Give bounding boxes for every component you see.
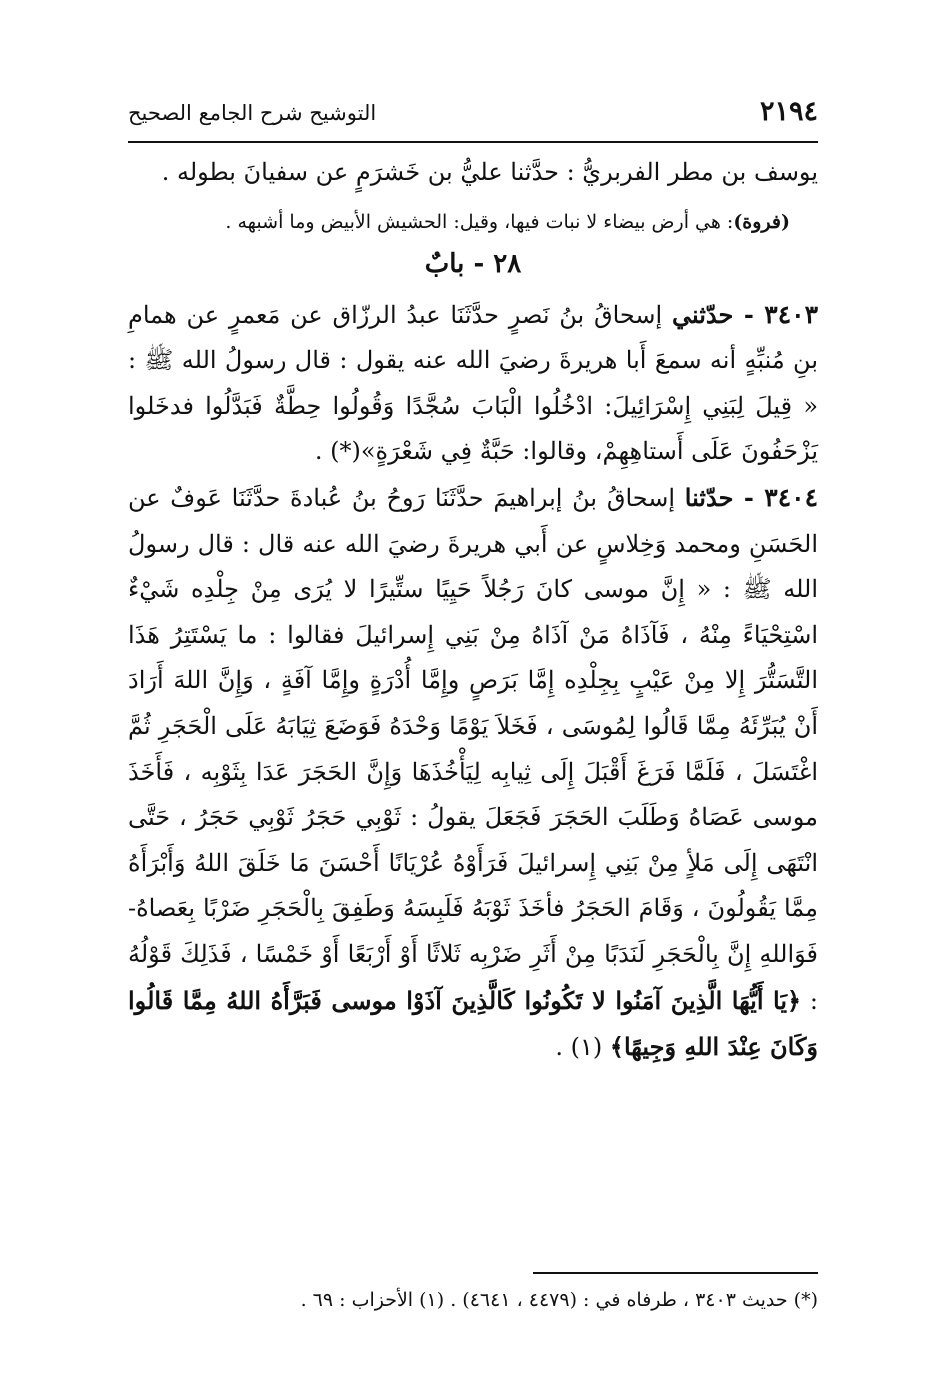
- continuation-paragraph: يوسف بن مطر الفربريُّ : حدَّثنا عليُّ بن خَشرَمٍ عن سفيانَ بطوله .: [161, 158, 818, 186]
- running-header: [128, 96, 818, 136]
- chapter-heading: ٢٨ - بابٌ: [424, 248, 522, 279]
- hadith-text: إسحاقُ بنُ نَصرٍ حدَّثَنَا عبدُ الرزّاق عن مَعمرٍ عن همامِ بنِ مُنبِّهٍ أنه سمعَ أَبا هريرةَ رضيَ الله عنه يقول : قال رسولُ الله ﷺ : « قِيلَ لِبَنِي إِسْرَائِيلَ: ادْخُلُوا الْبَابَ سُجَّدًا وَقُولُوا حِطَّةٌ فَبَدَّلُوا فدخَلوا يَزْحَفُونَ عَلَى أَستاهِهِمْ، وقالوا: حَبَّةٌ فِي شَعْرَةٍ»(*) .: [128, 300, 818, 466]
- book-title: التوشيح شرح الجامع الصحيح: [128, 101, 377, 125]
- gloss-note: [128, 208, 790, 236]
- hadith-3403: [128, 292, 818, 475]
- verse-footnote-ref: (١) .: [555, 1033, 610, 1062]
- header-rule: [128, 141, 818, 143]
- gloss-definition: : هي أرض بيضاء لا نبات فيها، وقيل: الحشيش الأبيض وما أشبهه .: [225, 210, 734, 233]
- hadith-lead: - حدّثني: [671, 299, 765, 329]
- page-body: [128, 150, 818, 1071]
- hadith-text: إسحاقُ بنُ إبراهيمَ حدَّثَنَا رَوحُ بنُ عُبادةَ حدَّثَنَا عَوفٌ عن الحَسَنِ ومحمد وَخِلاسٍ عن أَبي هريرةَ رضيَ الله عنه قال : قال رسولُ الله ﷺ : « إِنَّ موسى كانَ رَجُلاً حَيِيًا ستِّيرًا لا يُرَى مِنْ جِلْدِه شَيْءٌ اسْتِحْيَاءً مِنْهُ ، فَآذَاهُ مَنْ آذَاهُ مِنْ بَنِي إِسرائيلَ فقالوا : ما يَسْتَتِرُ هَذَا التَّسَتُّرَ إِلا مِنْ عَيْبٍ بِجِلْدِه إِمَّا بَرَصٍ وإِمَّا أُدْرَةٍ وإِمَّا آفَةٍ ، وَإِنَّ اللهَ أَرَادَ أَنْ يُبَرِّئَهُ مِمَّا قَالُوا لِمُوسَى ، فَخَلاَ يَوْمًا وَحْدَهُ فَوَضَعَ ثِيَابَهُ عَلَى الْحَجَرِ ثُمَّ اغْتَسَلَ ، فَلَمَّا فَرَغَ أَقْبَلَ إِلَى ثِيابِه لِيَأْخُذَهَا وَإِنَّ الحَجَرَ عَدَا بِثَوْبِه ، فَأَخَذَ موسى عَصَاهُ وَطَلَبَ الحَجَرَ فَجَعَلَ يقولُ : ثَوْبِي حَجَرُ ثَوْبِي حَجَرُ ، حَتَّى انْتَهَى إِلَى مَلأٍ مِنْ بَنِي إِسرائيلَ فَرَأَوْهُ عُرْيَانًا أَحْسَنَ مَا خَلَقَ اللهُ وَأَبْرَأَهُ مِمَّا يَقُولُونَ ، وَقَامَ الحَجَرُ فأخَذَ ثَوْبَهُ فَلَبِسَهُ وَطَفِقَ بِالْحَجَرِ ضَرْبًا بِعَصاهُ- فَوَاللهِ إِنَّ بِالْحَجَرِ لَنَدَبًا مِنْ أَثَرِ ضَرْبِه ثَلاثًا أَوْ أَرْبَعًا أَوْ خَمْسًا ، فَذَلِكَ قَوْلُهُ :: [128, 483, 819, 1015]
- quran-verse: ﴿يَا أَيُّهَا الَّذِينَ آمَنُوا لا تَكُونُوا كَالَّذِينَ آذَوْا موسى فَبَرَّأَهُ اللهُ مِمَّا قَالُوا وَكَانَ عِنْدَ اللهِ وَجِيهًا﴾: [128, 985, 818, 1062]
- hadith-number: ٣٤٠٤: [764, 482, 818, 512]
- hadith-number: ٣٤٠٣: [764, 299, 819, 329]
- footnote-rule: [533, 1272, 818, 1274]
- hadith-3404: [128, 475, 818, 1071]
- footnotes: (*) حديث ٣٤٠٣ ، طرفاه في : (٤٤٧٩ ، ٤٦٤١) . (١) الأحزاب : ٦٩ .: [300, 1289, 818, 1311]
- gloss-term: (فروة): [733, 210, 790, 233]
- page-number: ٢١٩٤: [759, 96, 818, 127]
- hadith-lead: - حدّثنا: [684, 482, 765, 512]
